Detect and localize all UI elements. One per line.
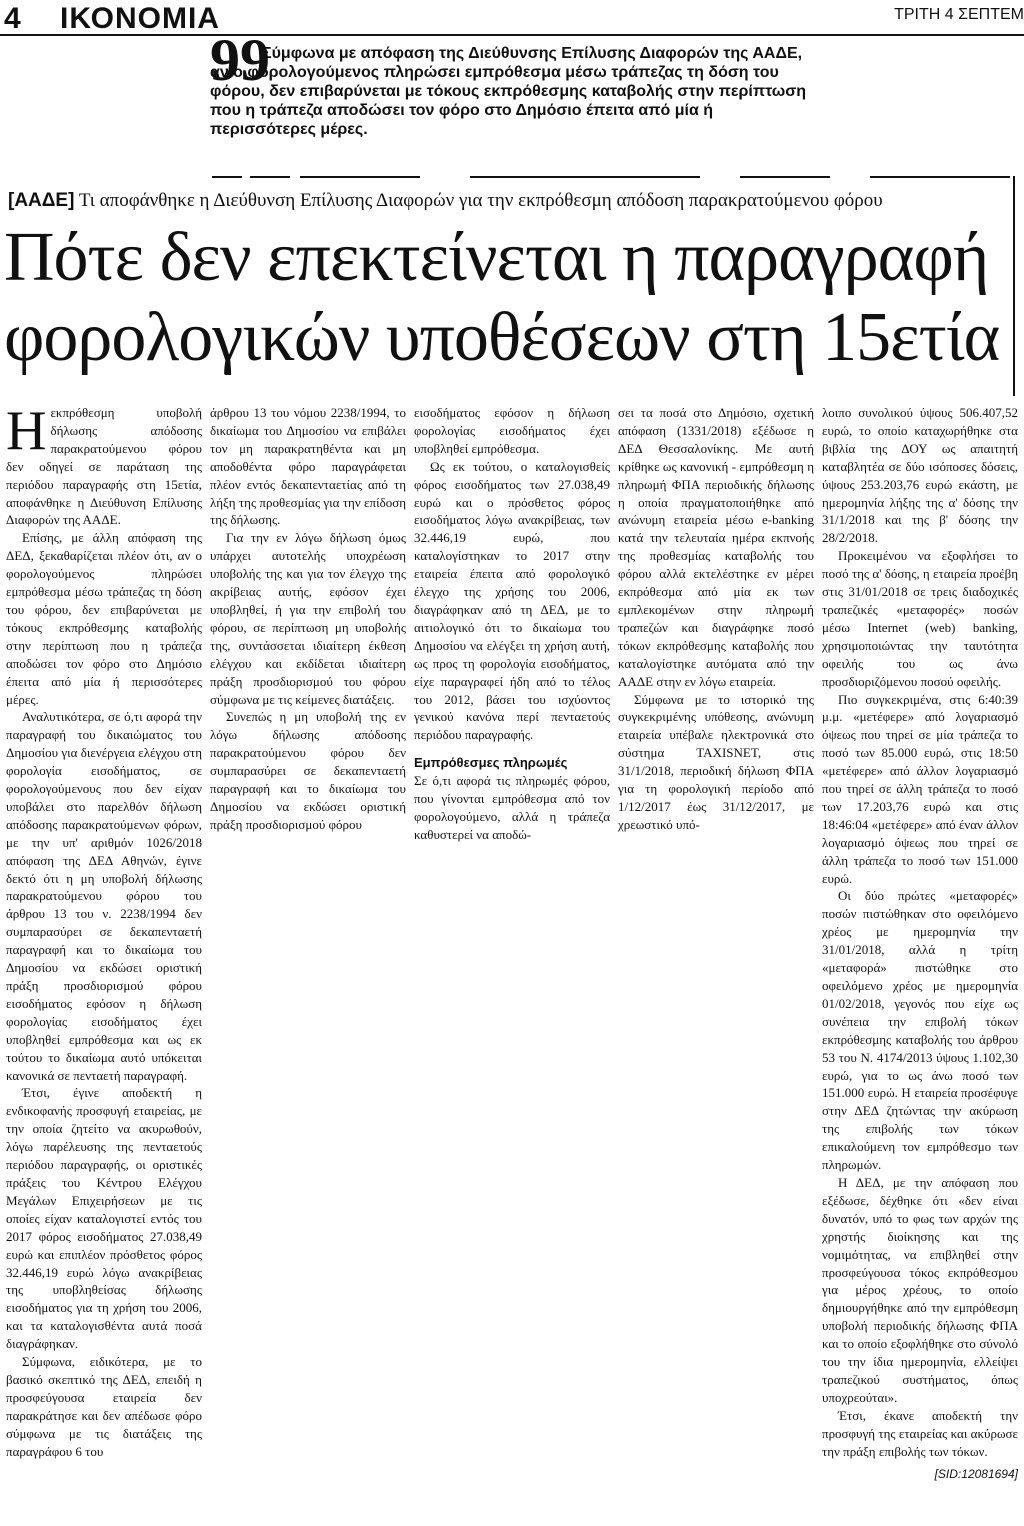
kicker-text: Τι αποφάνθηκε η Διεύθυνση Επίλυσης Διαφορών για την εκπρόθεσμη απόδοση παρακρατούμενου φόρου: [78, 190, 883, 211]
paragraph: [6, 400, 202, 529]
divider-dash: [300, 176, 420, 178]
kicker: [8, 190, 883, 212]
section-title: ΙΚΟΝΟΜΙΑ: [60, 2, 220, 35]
pull-quote-text: Σύμφωνα με απόφαση της Διεύθυνσης Επίλυσης Διαφορών της ΑΑΔΕ, αν ο φορολογούμενος πληρώσει εμπρόθεσμα μέσω τράπεζας τη δόση του φόρου, δεν επιβαρύνεται με τόκους εκπρόθεσμης καταβολής στην περίπτωση που η τράπεζα αποδώσει τον φόρο στο Δημόσιο έπειτα από μία ή περισσότερες μέρες.: [210, 45, 806, 138]
headline-line-2: φορολογικών υποθέσεων στη 15ετία: [4, 299, 1000, 376]
divider-dash: [250, 176, 290, 178]
page-number: 4: [4, 2, 21, 35]
paragraph: Ως εκ τούτου, ο καταλογισθείς φόρος εισοδήματος των 27.038,49 ευρώ και ο πρόσθετος φόρος εισοδήματος λόγω ανακρίβειας, των 32.446,19 ευρώ, που καταλογίστηκαν το 2017 στην εταιρεία έπειτα από φορολογικό έλεγχο της χρήσης του 2006, διαγράφηκαν από τη ΔΕΔ, με το αιτιολογικό ότι το δικαίωμα του Δημοσίου να ελέγξει τη χρήση αυτή, ως προς τη φορολογία εισοδήματος, είχε παραγραφεί ήδη από το τέλος του 2012, βάσει του ισχύοντος γενικού κανόνα περί πενταετούς περιόδου παραγραφής.: [414, 458, 610, 743]
article-column-5: [822, 404, 1018, 1484]
paragraph: σει τα ποσά στο Δημόσιο, σχετική απόφαση (1331/2018) εξέδωσε η ΔΕΔ Θεσσαλονίκης. Με αυτή κρίθηκε ως κανονική - εμπρόθεσμη η πληρωμή ΦΠΑ περιοδικής δήλωσης η οποία πραγματοποιήθηκε από ανώνυμη εταιρεία μέσω e-banking κατά την τελευταία ημέρα εκπνοής της προθεσμίας καταβολής του φόρου αλλά εκτελέστηκε εν μέρει εκπρόθεσμα από μία εκ των εμπλεκομένων στην πληρωμή τραπεζών και διαγράφηκε ποσό τόκων εκπρόθεσμης καταβολής που καταλογίστηκε αυτόματα από την ΑΑΔΕ στην εν λόγω εταιρεία.: [618, 405, 814, 689]
headline: [4, 218, 1014, 378]
paragraph: Σύμφωνα, ειδικότερα, με το βασικό σκεπτικό της ΔΕΔ, επειδή η προσφεύγουσα εταιρεία δεν παρακράτησε και δεν απέδωσε φόρο σύμφωνα με τις διατάξεις της παραγράφου 6 του: [6, 1354, 202, 1459]
paragraph: Έτσι, έγινε αποδεκτή η ενδικοφανής προσφυγή εταιρείας, με την οποία ζητείτο να ακυρωθούν, λόγω παρέλευσης της πενταετούς περιόδου παραγραφής, οι οριστικές πράξεις του Κέντρου Ελέγχου Μεγάλων Επιχειρήσεων με τις οποίες είχαν καταλογιστεί εντός του 2017 φόρος εισοδήματος 27.038,49 ευρώ και επιπλέον πρόσθετος φόρος 32.446,19 ευρώ λόγω ανακρίβειας της υποβληθείσας δήλωσης εισοδήματος για τη χρήση του 2006, και τα καταλογισθέντα αυτά ποσά διαγράφηκαν.: [6, 1085, 202, 1352]
paragraph: Συνεπώς η μη υποβολή της εν λόγω δήλωσης απόδοσης παρακρατούμενου φόρου δεν συμπαρασύρει σε δεκαπενταετή παραγραφή και το δικαίωμα του Δημοσίου να εκδώσει οριστική πράξη προσδιορισμού φόρου: [210, 709, 406, 832]
paragraph: εισοδήματος εφόσον η δήλωση φορολογίας εισοδήματος έχει υποβληθεί εμπρόθεσμα.: [414, 405, 610, 456]
paragraph: Σε ό,τι αφορά τις πληρωμές φόρου, που γίνονται εμπρόθεσμα από τον φορολογούμενο, αλλά η τράπεζα καθυστερεί να αποδώ-: [414, 773, 610, 842]
divider-dash: [212, 176, 242, 178]
paragraph: Προκειμένου να εξοφλήσει το ποσό της α' δόσης, η εταιρεία προέβη στις 31/01/2018 σε τρεις διαδοχικές τραπεζικές «μεταφορές» ποσών μέσω Internet (web) banking, χρησιμοποιώντας την ταυτότητα οφειλής του ως άνω προσδιοριζόμενου ποσού οφειλής.: [822, 548, 1018, 689]
article-column-2: [210, 404, 406, 834]
subheading-text: Εμπρόθεσμες πληρωμές: [414, 755, 568, 771]
pull-quote: [210, 44, 810, 139]
paragraph-text: εκπρόθεσμη υποβολή δήλωσης απόδοσης παρακρατούμενου φόρου δεν οδηγεί σε παράταση της περιόδου παραγραφής στη 15ετία, αποφάνθηκε η Διεύθυνση Επίλυσης Διαφορών της ΑΑΔΕ.: [6, 405, 202, 528]
paragraph: άρθρου 13 του νόμου 2238/1994, το δικαίωμα του Δημοσίου να επιβάλει τον μη παρακρατηθέντα και μη αποδοθέντα φόρο παραγράφεται πλέον εντός δεκαπενταετίας από τη λήξη της προθεσμίας για την επίδοση της δήλωσης.: [210, 405, 406, 528]
divider-dash: [740, 176, 830, 178]
article-column-4: [618, 404, 814, 834]
drop-cap: Η: [6, 400, 47, 462]
divider-dash: [470, 176, 700, 178]
subheading: [414, 754, 610, 772]
paragraph: Έτσι, έκανε αποδεκτή την προσφυγή της εταιρείας και ακύρωσε την πράξη επιβολής των τόκων.: [822, 1407, 1018, 1459]
issue-date: ΤΡΙΤΗ 4 ΣΕΠΤΕΜ: [894, 6, 1024, 23]
paragraph: Η ΔΕΔ, με την απόφαση που εξέδωσε, δέχθηκε ότι «δεν είναι δυνατόν, υπό το φως των αρχών της χρηστής διοίκησης και της νομιμότητας, να επιβληθεί στην προσφεύγουσα τόκος εκπρόθεσμου για μέρος χρέους, το οποίο δημιουργήθηκε από την εμπρόθεσμη υποβολή περιοδικής δήλωσης ΦΠΑ και το οποίο εξοφλήθηκε στο σύνολό του την ίδια ημερομηνία, ελλείψει τραπεζικού συστήματος, όπως υποχρεούται».: [822, 1174, 1018, 1405]
quote-mark-icon: 99: [210, 27, 270, 93]
story-id: [SID:12081694]: [934, 1467, 1018, 1482]
paragraph: Πιο συγκεκριμένα, στις 6:40:39 μ.μ. «μετέφερε» από λογαριασμό όψεως που τηρεί σε μία τράπεζα το ποσό των 85.000 ευρώ, στις 18:50 «μετέφερε» από άλλον λογαριασμό που τηρεί σε άλλη τράπεζα το ποσό των 17.203,76 ευρώ και στις 18:46:04 «μετέφερε» από έναν άλλον λογαριασμό όψεως που τηρεί σε άλλη τράπεζα το ποσό των 151.000 ευρώ.: [822, 691, 1018, 886]
article-column-3: [414, 404, 610, 844]
page-header: [0, 0, 1024, 36]
paragraph: Αναλυτικότερα, σε ό,τι αφορά την παραγραφή του δικαιώματος του Δημοσίου για διενέργεια ελέγχου στη φορολογία εισοδήματος, σε φορολογούμενους που δεν είχαν υποβάλει στο παρελθόν δήλωση απόδοσης παρακρατούμενων φόρων, με την υπ' αριθμόν 1026/2018 απόφαση της ΔΕΔ Αθηνών, έγινε δεκτό ότι η μη υποβολή δήλωσης παρακρατούμενου φόρου του άρθρου 13 του ν. 2238/1994 δεν συμπαρασύρει σε δεκαπενταετή παραγραφή και το δικαίωμα του Δημοσίου να εκδώσει οριστική πράξη προσδιορισμού φόρου εισοδήματος εφόσον η δήλωση φορολογίας εισοδήματος έχει υποβληθεί εμπρόθεσμα και ως εκ τούτου το δικαίωμα αυτό υπόκειται κανονικά σε πενταετή παραγραφή.: [6, 709, 202, 1083]
paragraph: Οι δύο πρώτες «μεταφορές» ποσών πιστώθηκαν στο οφειλόμενο χρέος με ημερομηνία την 31/01/2018, αλλά η τρίτη «μεταφορά» πιστώθηκε στο οφειλόμενο χρέος με ημερομηνία 01/02/2018, γεγονός που είχε ως συνέπεια την επιβολή τόκων εκπρόθεσμης καταβολής του άρθρου 53 του Ν. 4174/2013 ύψους 1.102,30 ευρώ, για το ως άνω ποσό των 151.000 ευρώ. Η εταιρεία προσέφυγε στην ΔΕΔ ζητώντας την ακύρωση της επιβολής των τόκων επικαλούμενη τον εμπρόθεσμο των πληρωμών.: [822, 888, 1018, 1173]
kicker-tag: [ΑΑΔΕ]: [8, 190, 75, 211]
paragraph: λοιπο συνολικού ύψους 506.407,52 ευρώ, το οποίο καταχωρήθηκε στα βιβλία της ΔΟΥ ως απαιτητή καταβλητέα σε δύο ισόποσες δόσεις, ύψους 253.203,76 ευρώ εκάστη, με ημερομηνία λήξης της α' δόσης την 31/1/2018 και της β' δόσης την 28/2/2018.: [822, 405, 1018, 546]
paragraph: Επίσης, με άλλη απόφαση της ΔΕΔ, ξεκαθαρίζεται πλέον ότι, αν ο φορολογούμενος πληρώσει εμπρόθεσμα μέσω τράπεζας τη δόση του φόρου, δεν επιβαρύνεται με τόκους εκπρόθεσμης καταβολής στην περίπτωση που η τράπεζα αποδώσει τον φόρο στο Δημόσιο έπειτα από μία ή περισσότερες μέρες.: [6, 530, 202, 707]
paragraph: Για την εν λόγω δήλωση όμως υπάρχει αυτοτελής υποχρέωση υποβολής της και για τον έλεγχο της ακρίβειας αυτής, εφόσον έχει υποβληθεί, ή για την επιβολή του φόρου, σε περίπτωση μη υποβολής της, συντάσσεται ιδιαίτερη έκθεση ελέγχου και εκδίδεται ιδιαίτερη πράξη προσδιορισμού του φόρου σύμφωνα με τις κείμενες διατάξεις.: [210, 530, 406, 707]
divider-dash: [870, 176, 1010, 178]
article-column-1: [6, 400, 202, 1460]
headline-line-1: Πότε δεν επεκτείνεται η παραγραφή: [4, 219, 989, 296]
paragraph: Σύμφωνα με το ιστορικό της συγκεκριμένης υπόθεσης, ανώνυμη εταιρεία υπέβαλε ηλεκτρονικά στο σύστημα TAXISNET, στις 31/1/2018, περιοδική δήλωση ΦΠΑ για τη φορολογική περίοδο από 1/12/2017 έως 31/12/2017, με χρεωστικό υπό-: [618, 691, 814, 832]
